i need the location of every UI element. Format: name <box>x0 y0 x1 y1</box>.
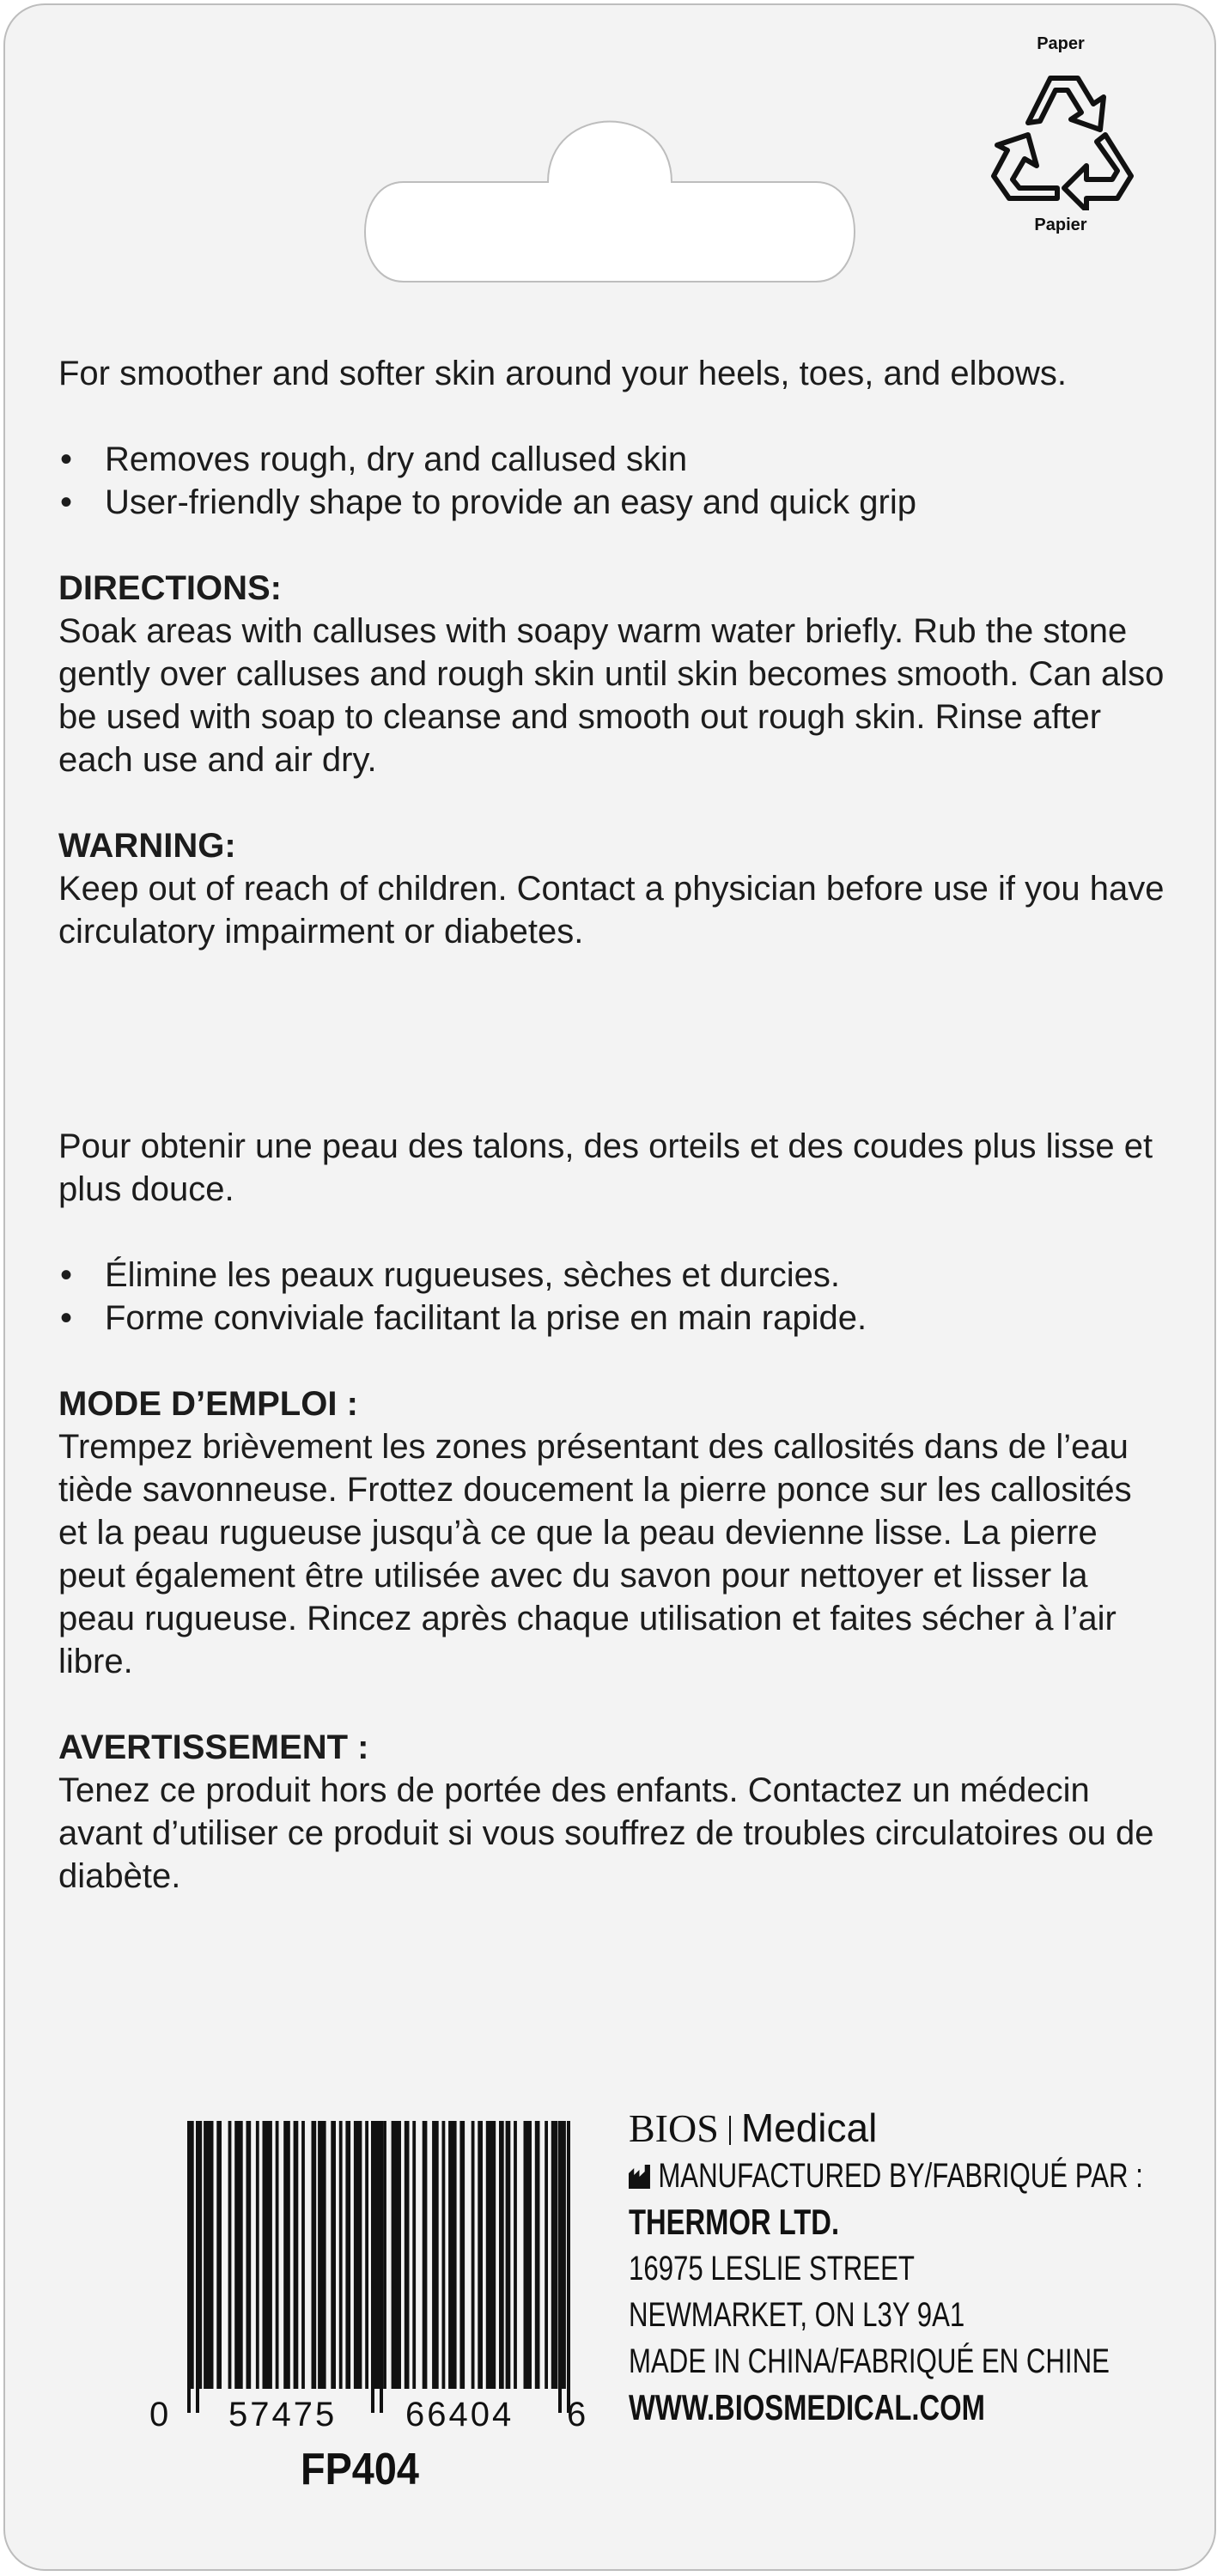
barcode-bar <box>514 2121 517 2389</box>
barcode-bar <box>312 2121 317 2389</box>
company-name: THERMOR LTD. <box>629 2202 840 2242</box>
list-item: • Removes rough, dry and callused skin <box>58 438 1166 481</box>
french-bullet-list <box>58 1254 1166 1340</box>
brand-logo <box>629 2104 1178 2153</box>
barcode-bar <box>383 2121 386 2389</box>
barcode-bar <box>228 2121 232 2389</box>
recycle-bottom-label: Papier <box>1034 216 1087 234</box>
barcode-bar <box>432 2121 439 2389</box>
barcode-bar <box>412 2121 416 2389</box>
barcode-bar <box>561 2121 566 2389</box>
recycle-icon <box>975 59 1147 210</box>
barcode-bar <box>524 2121 532 2389</box>
barcode-bar <box>478 2121 483 2389</box>
manufacturer-label-row <box>629 2153 1143 2199</box>
barcode-bar <box>294 2121 299 2389</box>
barcode-bar <box>339 2121 343 2389</box>
barcode-bar <box>423 2121 428 2389</box>
barcode-bar <box>506 2121 511 2389</box>
barcode-guard-bar <box>371 2121 374 2413</box>
barcode-bar <box>263 2121 272 2389</box>
barcode-guard-bar <box>187 2121 191 2413</box>
english-section <box>58 352 1166 953</box>
barcode-bar <box>535 2121 540 2389</box>
mode-emploi-text: Trempez brièvement les zones présentant des callosités dans de l’eau tiède savonneuse. Frottez doucement la pierre ponce sur les callosités et la peau rugueuse jusqu’à ce que la peau devienne lisse. La pierre peut également être utilisée avec du savon pour nettoyer et lisser la peau rugueuse. Rincez après chaque utilisation et faites sécher à l’air libre. <box>58 1428 1132 1680</box>
barcode-bar <box>448 2121 457 2389</box>
barcode-bar <box>459 2121 465 2389</box>
mode-emploi-heading: MODE D’EMPLOI : <box>58 1385 358 1423</box>
barcode-bar <box>256 2121 259 2389</box>
english-intro: For smoother and softer skin around your heels, toes, and elbows. <box>58 355 1067 392</box>
barcode-bars <box>146 2121 601 2439</box>
barcode-bar <box>331 2121 336 2389</box>
factory-icon <box>629 2165 653 2189</box>
barcode-bar <box>551 2121 558 2389</box>
barcode-bar <box>276 2121 279 2389</box>
barcode-bar <box>442 2121 446 2389</box>
street-address: 16975 LESLIE STREET <box>629 2250 915 2287</box>
warning-heading: WARNING: <box>58 827 236 865</box>
avertissement-text: Tenez ce produit hors de portée des enfants. Contactez un médecin avant d’utiliser ce produit si vous souffrez de troubles circulatoires ou de diabète. <box>58 1771 1154 1895</box>
warning-text: Keep out of reach of children. Contact a physician before use if you have circulatory impairment or diabetes. <box>58 870 1165 951</box>
barcode-digit-last: 6 <box>567 2396 587 2433</box>
list-item: • Forme conviviale facilitant la prise en main rapide. <box>58 1297 1166 1340</box>
brand-suffix: Medical <box>740 2105 878 2150</box>
manufacturer-info <box>629 2104 1178 2431</box>
directions-heading: DIRECTIONS: <box>58 569 282 607</box>
barcode-bar <box>545 2121 548 2389</box>
barcode-bar <box>345 2121 350 2389</box>
barcode-guard-bar <box>196 2121 199 2413</box>
barcode-group-right: 66404 <box>405 2396 514 2433</box>
website-link[interactable]: WWW.BIOSMEDICAL.COM <box>629 2387 985 2427</box>
barcode-bar <box>318 2121 326 2389</box>
barcode-bar <box>486 2121 496 2389</box>
barcode-guard-bar <box>558 2121 562 2413</box>
barcode-bar <box>216 2121 222 2389</box>
recycle-symbol <box>970 34 1151 235</box>
barcode-bar <box>204 2121 213 2389</box>
list-item: • Élimine les peaux rugueuses, sèches et durcies. <box>58 1254 1166 1297</box>
manufacturer-label: MANUFACTURED BY/FABRIQUÉ PAR : <box>658 2157 1143 2195</box>
avertissement-heading: AVERTISSEMENT : <box>58 1728 369 1766</box>
barcode-bar <box>283 2121 290 2389</box>
recycle-top-label: Paper <box>1037 34 1085 53</box>
barcode-guard-bar <box>567 2121 570 2413</box>
french-intro: Pour obtenir une peau des talons, des orteils et des coudes plus lisse et plus douce. <box>58 1127 1153 1208</box>
city-address: NEWMARKET, ON L3Y 9A1 <box>629 2296 965 2334</box>
barcode-bar <box>354 2121 362 2389</box>
barcode-group-left: 57475 <box>228 2396 338 2433</box>
sku-code: FP404 <box>301 2445 419 2494</box>
barcode-bar <box>246 2121 252 2389</box>
barcode-bar <box>405 2121 410 2389</box>
barcode-bar <box>234 2121 243 2389</box>
barcode-bar <box>365 2121 368 2389</box>
brand-name: BIOS <box>629 2106 719 2150</box>
french-section <box>58 1125 1166 1898</box>
brand-divider <box>729 2116 731 2145</box>
barcode-digit-first: 0 <box>149 2396 169 2433</box>
barcode <box>146 2121 601 2507</box>
country-of-origin: MADE IN CHINA/FABRIQUÉ EN CHINE <box>629 2342 1110 2380</box>
barcode-bar <box>301 2121 305 2389</box>
list-item: • User-friendly shape to provide an easy and quick grip <box>58 481 1166 524</box>
hang-hole <box>352 120 867 292</box>
barcode-guard-bar <box>380 2121 383 2413</box>
barcode-bar <box>472 2121 475 2389</box>
directions-text: Soak areas with calluses with soapy warm water briefly. Rub the stone gently over calluses and rough skin until skin becomes smooth. Can also be used with soap to cleanse and smooth out rough skin. Rinse after each use and air dry. <box>58 612 1165 779</box>
english-bullet-list <box>58 438 1166 524</box>
barcode-bar <box>392 2121 401 2389</box>
barcode-bar <box>499 2121 504 2389</box>
